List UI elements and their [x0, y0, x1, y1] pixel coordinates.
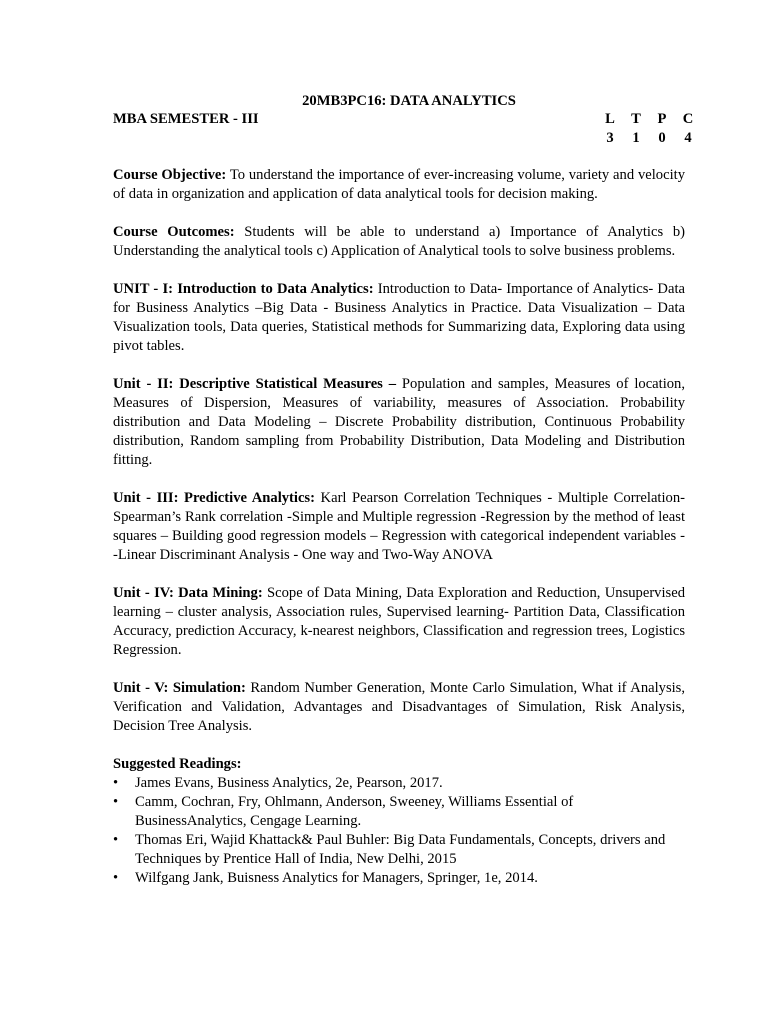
unit-3-text: Karl Pearson Correlation Techniques - Multiple Correlation- Spearman’s Rank correlation -Simple and Multiple regression -Regression by the method of least squares – Building good regression models – Regression with categorical independent variables - -Linear Discriminant Analysis - One way and Two-Way ANOVA	[113, 490, 685, 563]
bullet-icon: •	[113, 775, 119, 791]
syllabus-page	[113, 92, 694, 888]
course-title: 20MB3PC16: DATA ANALYTICS	[302, 93, 516, 109]
ltpc-labels-row	[603, 110, 695, 129]
unit-4-label: Unit - IV: Data Mining:	[113, 585, 263, 601]
list-item	[113, 774, 685, 793]
readings-list	[113, 774, 685, 888]
semester-label: MBA SEMESTER - III	[113, 111, 259, 127]
unit-4	[113, 584, 685, 660]
course-header-row	[113, 110, 694, 148]
reading-text: Thomas Eri, Wajid Khattack& Paul Buhler: Big Data Fundamentals, Concepts, drivers and Techniques by Prentice Hall of India, New Delhi, 2015	[135, 832, 666, 867]
bullet-icon: •	[113, 870, 119, 886]
reading-text: Wilfgang Jank, Buisness Analytics for Managers, Springer, 1e, 2014.	[135, 870, 538, 886]
unit-2	[113, 375, 685, 470]
unit-5	[113, 679, 685, 736]
ltpc-value-p: 0	[658, 130, 666, 146]
readings-heading: Suggested Readings:	[113, 756, 242, 772]
unit-3	[113, 489, 685, 565]
ltpc-value-l: 3	[606, 130, 614, 146]
unit-2-text: Population and samples, Measures of location, Measures of Dispersion, Measures of variability, measures of Association. Probability distribution and Data Modeling – Discrete Probability distribution, Continuous Probability distribution, Random sampling from Probability Distribution, Data Modeling and Distribution fitting.	[113, 376, 685, 468]
course-objective-label: Course Objective:	[113, 167, 227, 183]
ltpc-label-c: C	[682, 111, 694, 127]
unit-1-text: Introduction to Data- Importance of Analytics- Data for Business Analytics –Big Data - Business Analytics in Practice. Data Visualization – Data Visualization tools, Data queries, Statistical methods for Summarizing data, Exploring data using pivot tables.	[113, 281, 685, 354]
ltpc-value-t: 1	[632, 130, 640, 146]
course-objective-text: To understand the importance of ever-increasing volume, variety and velocity of data in organization and application of data analytical tools for decision making.	[113, 167, 685, 202]
list-item	[113, 831, 685, 869]
course-outcomes-text: Students will be able to understand a) Importance of Analytics b) Understanding the analytical tools c) Application of Analytical tools to solve business problems.	[113, 224, 685, 259]
bullet-icon: •	[113, 794, 119, 810]
ltpc-label-l: L	[605, 111, 615, 127]
reading-text: Camm, Cochran, Fry, Ohlmann, Anderson, Sweeney, Williams Essential of BusinessAnalytics, Cengage Learning.	[135, 794, 574, 829]
unit-5-label: Unit - V: Simulation:	[113, 680, 246, 696]
unit-4-text: Scope of Data Mining, Data Exploration and Reduction, Unsupervised learning – cluster analysis, Association rules, Supervised learning- Partition Data, Classification Accuracy, prediction Accuracy, k-nearest neighbors, Classification and regression trees, Logistics Regression.	[113, 585, 685, 658]
course-outcomes-label: Course Outcomes:	[113, 224, 235, 240]
course-objective	[113, 166, 685, 204]
unit-1	[113, 280, 685, 356]
ltpc-values-row	[603, 129, 695, 148]
ltpc-table	[603, 110, 695, 148]
bullet-icon: •	[113, 832, 119, 848]
ltpc-label-p: P	[657, 111, 667, 127]
ltpc-label-t: T	[631, 111, 641, 127]
unit-2-label: Unit - II: Descriptive Statistical Measures –	[113, 376, 397, 392]
unit-5-text: Random Number Generation, Monte Carlo Simulation, What if Analysis, Verification and Validation, Advantages and Disadvantages of Simulation, Risk Analysis, Decision Tree Analysis.	[113, 680, 686, 734]
course-outcomes	[113, 223, 685, 261]
unit-1-label: UNIT - I: Introduction to Data Analytics:	[113, 281, 374, 297]
reading-text: James Evans, Business Analytics, 2e, Pearson, 2017.	[135, 775, 443, 791]
list-item	[113, 793, 685, 831]
list-item	[113, 869, 685, 888]
unit-3-label: Unit - III: Predictive Analytics:	[113, 490, 315, 506]
ltpc-value-c: 4	[684, 130, 692, 146]
